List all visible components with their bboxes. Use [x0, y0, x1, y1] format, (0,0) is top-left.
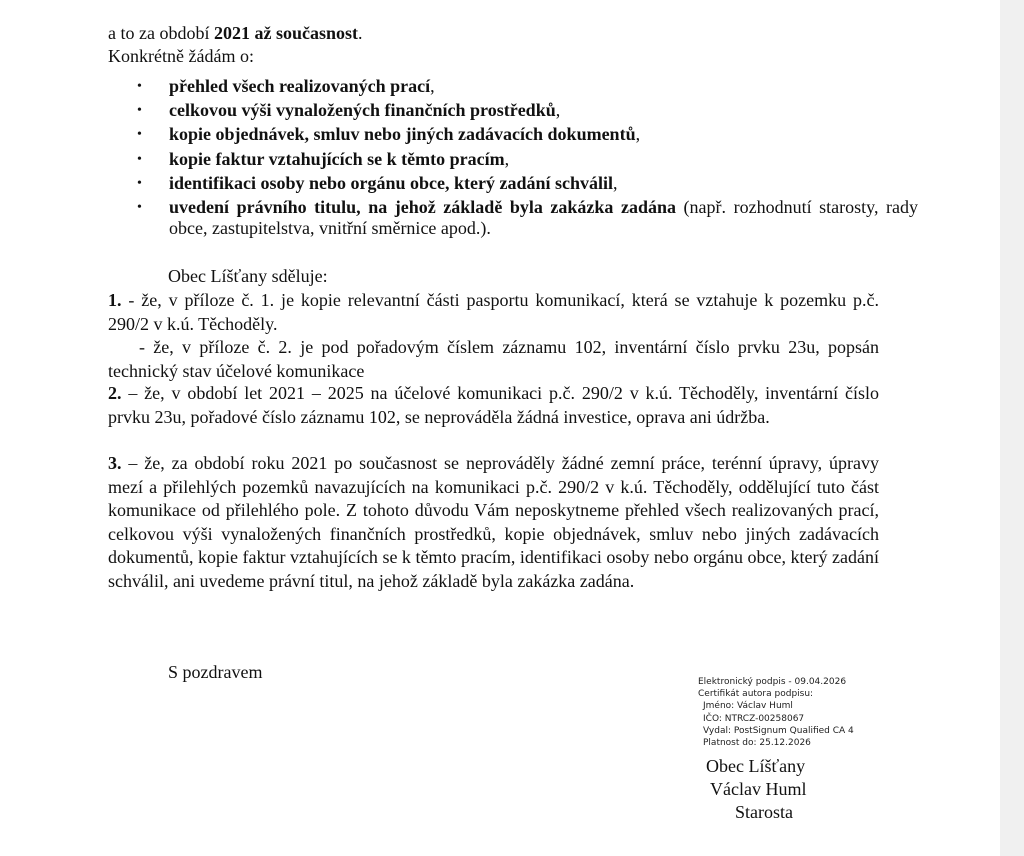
period-suffix: . — [358, 23, 363, 43]
scrollbar-track[interactable] — [1000, 0, 1024, 856]
list-item: • uvedení právního titulu, na jehož základě byla zakázka zadána (např. rozhodnutí starosty, rady obce, zastupitelstva, vnitřní směrnice apod.). — [137, 196, 918, 239]
point-3-number: 3. — [108, 453, 122, 473]
list-item: • kopie faktur vztahujících se k těmto pracím, — [137, 148, 510, 169]
electronic-signature-block: Elektronický podpis - 09.04.2026 Certifikát autora podpisu: Jméno: Václav Huml IČO: NTRCZ-00258067 Vydal: PostSignum Qualified CA 4 Platnost do: 25.12.2026 — [698, 677, 854, 749]
bullet-icon: • — [137, 127, 142, 143]
point-1-number: 1. — [108, 290, 122, 310]
list-item: • přehled všech realizovaných prací, — [137, 76, 435, 96]
bullet-icon: • — [137, 79, 142, 94]
bullet-icon: • — [137, 199, 142, 215]
signatory-role: Starosta — [735, 802, 793, 822]
request-list — [108, 76, 918, 243]
request-intro: Konkrétně žádám o: — [108, 46, 254, 66]
greeting: S pozdravem — [168, 662, 263, 682]
point-3: 3. – že, za období roku 2021 po současnost se neprováděly žádné zemní práce, terénní úpravy, úpravy mezí a přilehlých pozemků navazujících na komunikaci p.č. 290/2 v k.ú. Těchoděly, oddělující tuto část komunikace od přilehlého pole. Z tohoto důvodu Vám neposkytneme přehled všech realizovaných prací, celkovou výši vynaložených finančních prostředků, kopie objednávek, smluv nebo jiných zadávacích dokumentů, kopie faktur vztahujících se k těmto pracím, identifikaci osoby nebo orgánu obce, který zadání schválil, ani uvedeme právní titul, na jehož základě byla zakázka zadána. — [108, 453, 879, 591]
signatory-name: Václav Huml — [710, 779, 807, 799]
period-prefix: a to za období — [108, 23, 214, 43]
point-2: 2. – že, v období let 2021 – 2025 na účelové komunikaci p.č. 290/2 v k.ú. Těchoděly, inventární číslo prvku 23u, pořadové číslo záznamu 102, se neprováděla žádná investice, oprava ani údržba. — [108, 383, 879, 427]
period-bold: 2021 až současnost — [213, 23, 358, 43]
point-1b: - že, v příloze č. 2. je pod pořadovým číslem záznamu 102, inventární číslo prvku 23u, popsán technický stav účelové komunikace — [108, 337, 879, 381]
bullet-icon: • — [137, 175, 142, 191]
list-item: • celkovou výši vynaložených finančních prostředků, — [137, 100, 561, 121]
point-1a: 1. - že, v příloze č. 1. je kopie relevantní části pasportu komunikací, která se vztahuje k pozemku p.č. 290/2 v k.ú. Těchoděly. — [108, 290, 879, 334]
bullet-icon: • — [137, 103, 142, 119]
list-item: • identifikaci osoby nebo orgánu obce, který zadání schválil, — [137, 172, 618, 193]
signatory-org: Obec Líšťany — [706, 756, 806, 776]
period-line — [108, 22, 363, 44]
statement-heading: Obec Líšťany sděluje: — [168, 266, 328, 286]
bullet-icon: • — [137, 151, 142, 167]
point-2-number: 2. — [108, 383, 122, 403]
list-item: • kopie objednávek, smluv nebo jiných zadávacích dokumentů, — [137, 124, 641, 145]
